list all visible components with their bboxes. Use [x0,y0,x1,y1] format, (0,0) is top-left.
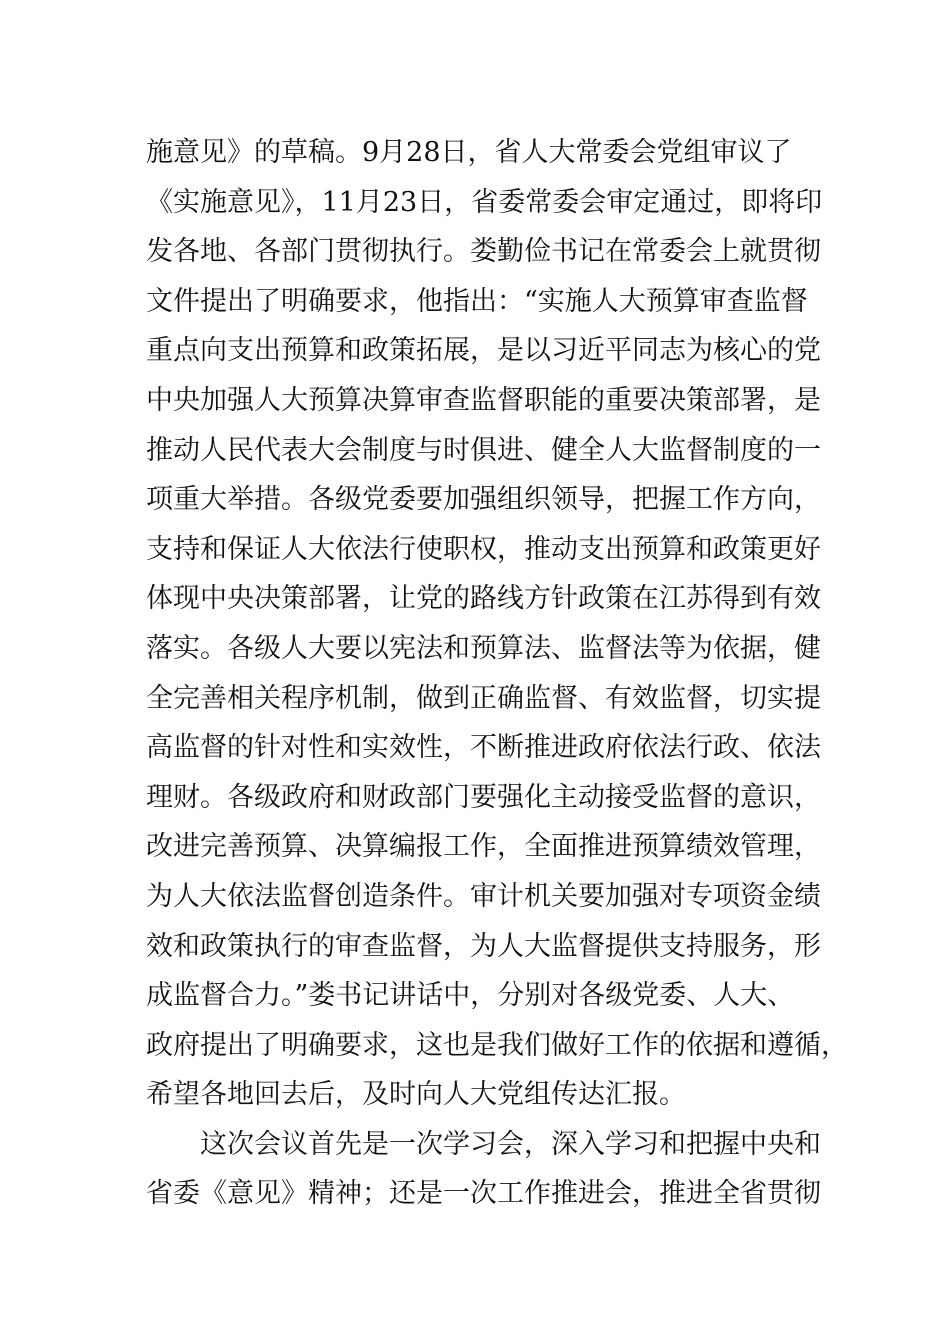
text-line: 希望各地回去后，及时向人大党组传达汇报。 [146,1079,686,1111]
text-line: 为人大依法监督创造条件。审计机关要加强对专项资金绩 [146,880,821,912]
text-line: 全完善相关程序机制，做到正确监督、有效监督，切实提 [146,682,821,714]
text-line: 重点向支出预算和政策拓展，是以习近平同志为核心的党 [146,335,821,367]
text-line: 效和政策执行的审查监督，为人大监督提供支持服务，形 [146,930,821,962]
text-line: 政府提出了明确要求，这也是我们做好工作的依据和遵循， [146,1029,848,1061]
text-line: 省委《意见》精神；还是一次工作推进会，推进全省贯彻 [146,1178,821,1210]
text-line: 《实施意见》，11月23日，省委常委会审定通过，即将印 [146,186,823,218]
paragraph-start-line: 这次会议首先是一次学习会，深入学习和把握中央和 [200,1128,821,1160]
body-text [146,128,848,1219]
text-line: 中央加强人大预算决算审查监督职能的重要决策部署，是 [146,384,821,416]
text-line: 推动人民代表大会制度与时俱进、健全人大监督制度的一 [146,434,821,466]
text-line: 施意见》的草稿。9月28日，省人大常委会党组审议了 [146,137,792,168]
text-line: 支持和保证人大依法行使职权，推动支出预算和政策更好 [146,533,821,565]
text-line: 文件提出了明确要求，他指出：“实施人大预算审查监督 [146,285,808,317]
text-line: 落实。各级人大要以宪法和预算法、监督法等为依据，健 [146,632,821,664]
text-line: 体现中央决策部署，让党的路线方针政策在江苏得到有效 [146,583,821,615]
text-line: 发各地、各部门贯彻执行。娄勤俭书记在常委会上就贯彻 [146,236,821,268]
text-line: 改进完善预算、决算编报工作，全面推进预算绩效管理， [146,831,821,863]
text-line: 成监督合力。”娄书记讲话中，分别对各级党委、人大、 [146,980,795,1012]
text-line: 理财。各级政府和财政部门要强化主动接受监督的意识， [146,781,821,813]
text-line: 高监督的针对性和实效性，不断推进政府依法行政、依法 [146,732,821,764]
text-line: 项重大举措。各级党委要加强组织领导，把握工作方向， [146,484,821,516]
